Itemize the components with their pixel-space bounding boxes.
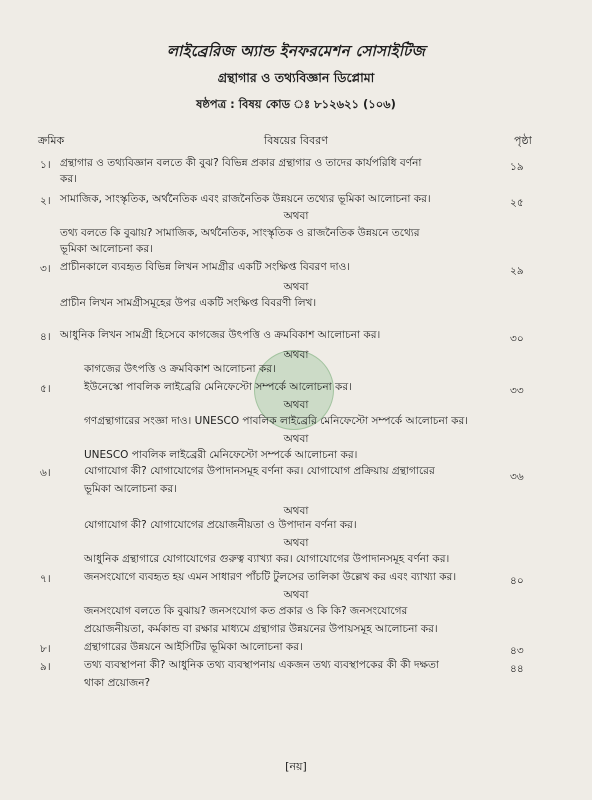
row-number: ৭।	[40, 573, 51, 585]
row-text: তথ্য বলতে কি বুঝায়? সামাজিক, অর্থনৈতিক, সাংস্কৃতিক ও রাজনৈতিক উন্নয়নে তথ্যের	[60, 227, 420, 239]
row-text: জনসংযোগে ব্যবহৃত হয় এমন সাধারণ পাঁচটি টুলসের তালিকা উল্লেখ কর এবং ব্যাখ্যা কর।	[84, 571, 457, 583]
row-page: ৪০	[510, 575, 524, 587]
row-number: ১।	[40, 159, 51, 171]
row-page: ৩৩	[510, 385, 524, 397]
row-number: ৬।	[40, 467, 51, 479]
document-title: লাইব্রেরিজ অ্যান্ড ইনফরমেশন সোসাইটিজ	[166, 42, 426, 60]
row-text: জনসংযোগ বলতে কি বুঝায়? জনসংযোগ কত প্রকার ও কি কি? জনসংযোগের	[84, 605, 408, 617]
document-subtitle: গ্রন্থাগার ও তথ্যবিজ্ঞান ডিপ্লোমা	[217, 70, 375, 85]
or-divider: অথবা	[283, 589, 309, 601]
row-text: কাগজের উৎপত্তি ও ক্রমবিকাশ আলোচনা কর।	[84, 363, 276, 375]
row-text: UNESCO পাবলিক লাইব্রেরী মেনিফেস্টো সম্পর্কে আলোচনা কর।	[84, 449, 358, 461]
or-divider: অথবা	[283, 505, 309, 517]
row-page: ৪৪	[510, 663, 524, 675]
row-text: ভূমিকা আলোচনা কর।	[84, 483, 177, 495]
row-text: প্রাচীনকালে ব্যবহৃত বিভিন্ন লিখন সামগ্রীর একটি সংক্ষিপ্ত বিবরণ দাও।	[60, 261, 351, 273]
row-text: আধুনিক গ্রন্থাগারে যোগাযোগের গুরুত্ব ব্যাখ্যা কর। যোগাযোগের উপাদানসমূহ বর্ণনা কর।	[84, 553, 450, 565]
row-text: যোগাযোগ কী? যোগাযোগের প্রয়োজনীয়তা ও উপাদান বর্ণনা কর।	[84, 519, 357, 531]
row-text: তথ্য ব্যবস্থাপনা কী? আধুনিক তথ্য ব্যবস্থাপনায় একজন তথ্য ব্যবস্থাপকের কী কী দক্ষতা	[84, 659, 439, 671]
row-text: গ্রন্থাগারের উন্নয়নে আইসিটির ভূমিকা আলোচনা কর।	[84, 641, 303, 653]
row-text: যোগাযোগ কী? যোগাযোগের উপাদানসমূহ বর্ণনা কর। যোগাযোগ প্রক্রিয়ায় গ্রন্থাগারের	[84, 465, 435, 477]
row-text: সামাজিক, সাংস্কৃতিক, অর্থনৈতিক এবং রাজনৈতিক উন্নয়নে তথ্যের ভূমিকা আলোচনা কর।	[60, 193, 431, 205]
row-text: আধুনিক লিখন সামগ্রী হিসেবে কাগজের উৎপত্তি ও ক্রমবিকাশ আলোচনা কর।	[60, 329, 381, 341]
or-divider: অথবা	[283, 210, 309, 222]
row-text: প্রাচীন লিখন সামগ্রীসমূহের উপর একটি সংক্ষিপ্ত বিবরণী লিখ।	[60, 297, 317, 309]
row-number: ৪।	[40, 331, 51, 343]
row-text: প্রয়োজনীয়তা, কর্মকান্ড বা রক্ষার মাধ্যমে গ্রন্থাগার উন্নয়নের উপায়সমূহ আলোচনা কর।	[84, 623, 438, 635]
page-number: [নয়]	[285, 760, 307, 773]
row-number: ৯।	[40, 661, 51, 673]
or-divider: অথবা	[283, 399, 309, 411]
row-page: ১৯	[510, 161, 524, 173]
column-header-serial: ক্রমিক	[38, 134, 65, 147]
row-text: কর।	[60, 173, 77, 185]
column-header-description: বিষয়ের বিবরণ	[264, 134, 328, 147]
row-page: ২৫	[510, 197, 524, 209]
or-divider: অথবা	[283, 537, 309, 549]
row-text: গ্রন্থাগার ও তথ্যবিজ্ঞান বলতে কী বুঝ? বিভিন্ন প্রকার গ্রন্থাগার ও তাদের কার্যপরিধি বর্ণনা	[60, 157, 422, 169]
or-divider: অথবা	[283, 433, 309, 445]
row-text: ইউনেস্কো পাবলিক লাইব্রেরি মেনিফেস্টো সম্পর্কে আলোচনা কর।	[84, 381, 352, 393]
row-page: ২৯	[510, 265, 524, 277]
row-text: গণগ্রন্থাগারের সংজ্ঞা দাও। UNESCO পাবলিক লাইব্রেরি মেনিফেস্টো সম্পর্কে আলোচনা কর।	[84, 415, 468, 427]
row-page: ৩৬	[510, 471, 524, 483]
row-number: ২।	[40, 195, 51, 207]
row-page: ৪৩	[510, 645, 524, 657]
paper-code: ষষ্ঠপত্র : বিষয় কোড ঃ ৮১২৬২১ (১০৬)	[196, 97, 396, 111]
row-number: ৮।	[40, 643, 51, 655]
column-header-page: পৃষ্ঠা	[514, 134, 532, 147]
row-number: ৩।	[40, 263, 51, 275]
row-page: ৩০	[510, 333, 524, 345]
row-number: ৫।	[40, 383, 51, 395]
or-divider: অথবা	[283, 349, 309, 361]
or-divider: অথবা	[283, 281, 309, 293]
row-text: ভূমিকা আলোচনা কর।	[60, 243, 153, 255]
row-text: থাকা প্রয়োজন?	[84, 677, 151, 689]
